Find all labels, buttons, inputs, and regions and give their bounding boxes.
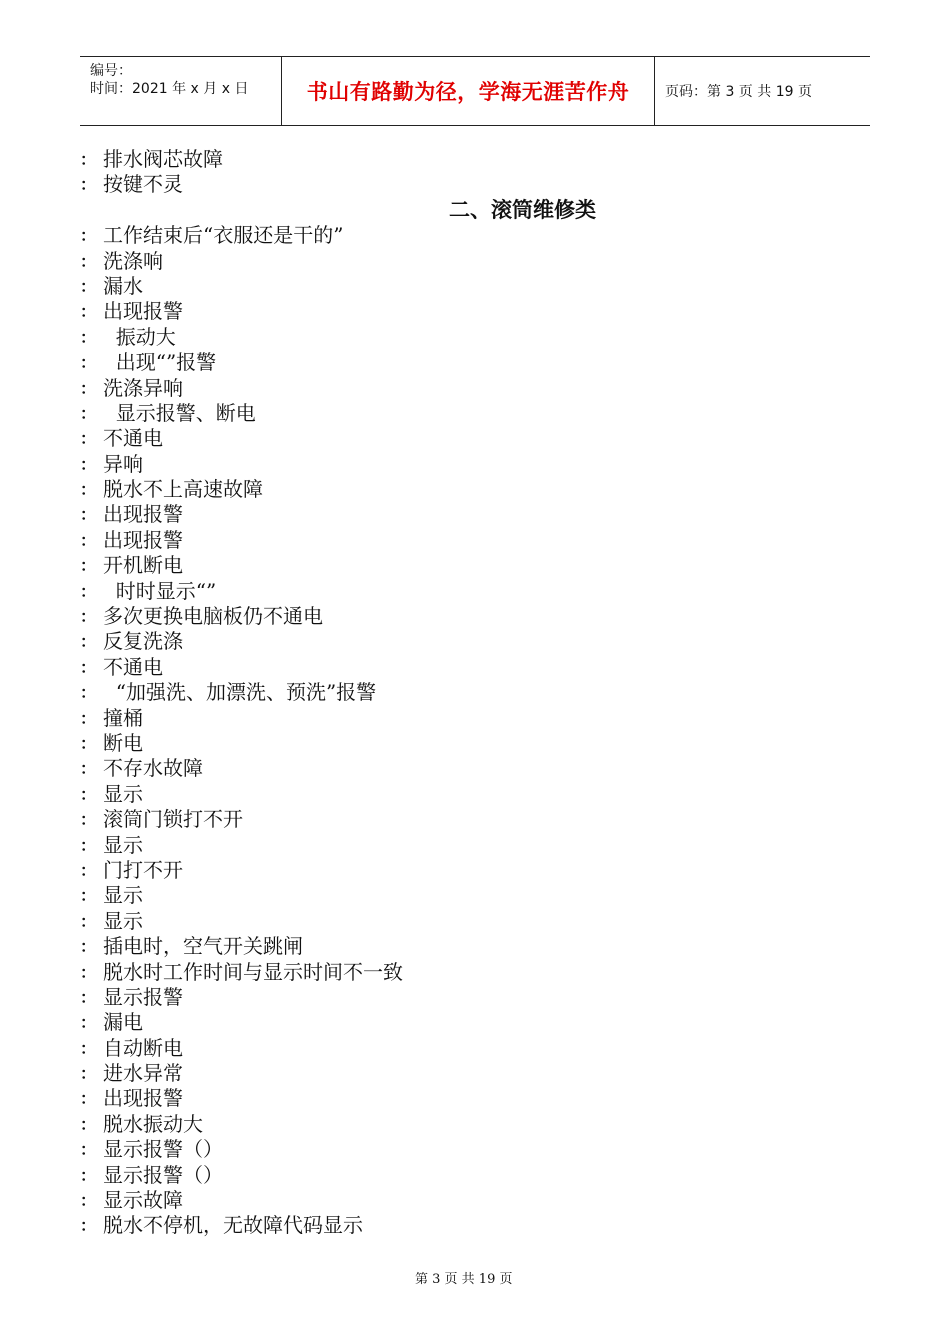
list-marker: ：	[80, 353, 97, 373]
list-marker: ：	[80, 1089, 97, 1109]
list-item-text: 脱水时工作时间与显示时间不一致	[103, 959, 403, 984]
list-item-text: 排水阀芯故障	[103, 147, 223, 171]
list-marker: ：	[80, 860, 97, 880]
list-item	[80, 553, 870, 578]
list-item-text: 不通电	[103, 426, 163, 451]
list-item-text: 断电	[103, 730, 143, 755]
list-item-text: 进水异常	[103, 1061, 183, 1086]
list-marker: ：	[80, 480, 97, 500]
list-item	[80, 909, 870, 934]
list-marker: ：	[80, 708, 97, 728]
list-item	[80, 629, 870, 654]
list-item-text: 工作结束后“衣服还是干的”	[103, 223, 344, 248]
list-item	[80, 274, 870, 299]
header-motto: 书山有路勤为径，学海无涯苦作舟	[281, 57, 655, 125]
list-marker: ：	[80, 759, 97, 779]
list-item	[80, 883, 870, 908]
header-meta	[80, 57, 281, 125]
list-item	[80, 1213, 870, 1238]
list-marker: ：	[80, 1191, 97, 1211]
list-item	[80, 706, 870, 731]
section-heading: 二、滚筒维修类	[449, 197, 596, 222]
list-marker: ：	[80, 1064, 97, 1084]
list-item	[80, 147, 870, 172]
list-item	[80, 1112, 870, 1137]
list-marker: ：	[80, 302, 97, 322]
list-item	[80, 858, 870, 883]
list-item-text: 显示报警、断电	[103, 400, 256, 425]
list-item-text: 按键不灵	[103, 172, 183, 197]
list-item	[80, 680, 870, 705]
fault-list	[80, 147, 870, 1239]
list-item-text: 开机断电	[103, 553, 183, 578]
list-marker: ：	[80, 1038, 97, 1058]
list-item	[80, 452, 870, 477]
list-item	[80, 299, 870, 324]
list-item-text: 显示	[103, 883, 143, 908]
list-item	[80, 528, 870, 553]
list-item	[80, 502, 870, 527]
list-marker: ：	[80, 733, 97, 753]
list-marker: ：	[80, 657, 97, 677]
list-item	[80, 756, 870, 781]
list-marker: ：	[80, 530, 97, 550]
page-footer: 第 3 页 共 19 页	[415, 1272, 513, 1287]
list-item	[80, 426, 870, 451]
list-item-text: 显示报警	[103, 984, 183, 1009]
list-marker: ：	[80, 962, 97, 982]
list-item-text: 振动大	[103, 324, 176, 349]
list-marker: ：	[80, 1114, 97, 1134]
list-item-text: 脱水振动大	[103, 1111, 203, 1136]
list-item	[80, 477, 870, 502]
document-header	[80, 56, 870, 126]
list-item	[80, 985, 870, 1010]
list-marker: ：	[80, 784, 97, 804]
list-item-text: 门打不开	[103, 857, 183, 882]
document-number-label: 编号：	[90, 63, 132, 79]
list-item	[80, 376, 870, 401]
list-marker: ：	[80, 1216, 97, 1236]
list-marker: ：	[80, 251, 97, 271]
list-marker: ：	[80, 175, 97, 195]
list-item	[80, 325, 870, 350]
list-marker: ：	[80, 835, 97, 855]
list-marker: ：	[80, 226, 97, 246]
list-item	[80, 1036, 870, 1061]
list-item-text: 显示	[103, 908, 143, 933]
list-item-text: 脱水不上高速故障	[103, 477, 263, 502]
list-item-text: 不存水故障	[103, 756, 203, 781]
list-item	[80, 807, 870, 832]
list-item-text: 出现报警	[103, 527, 183, 552]
list-marker: ：	[80, 937, 97, 957]
list-marker: ：	[80, 683, 97, 703]
list-item	[80, 1137, 870, 1162]
list-marker: ：	[80, 886, 97, 906]
list-item	[80, 1188, 870, 1213]
list-marker: ：	[80, 581, 97, 601]
list-item	[80, 350, 870, 375]
list-item-text: 洗涤异响	[103, 375, 183, 400]
list-marker: ：	[80, 276, 97, 296]
list-item	[80, 1163, 870, 1188]
list-marker: ：	[80, 810, 97, 830]
list-item-text: 漏电	[103, 1010, 143, 1035]
list-item	[80, 655, 870, 680]
list-item-text: 出现报警	[103, 502, 183, 527]
list-marker: ：	[80, 1165, 97, 1185]
list-item-text: 显示	[103, 781, 143, 806]
list-item-text: 异响	[103, 451, 143, 476]
list-item-text: 自动断电	[103, 1035, 183, 1060]
list-marker: ：	[80, 607, 97, 627]
list-marker: ：	[80, 556, 97, 576]
list-item	[80, 960, 870, 985]
list-marker: ：	[80, 1013, 97, 1033]
list-item	[80, 1086, 870, 1111]
list-item	[80, 401, 870, 426]
list-item-text: “加强洗、加漂洗、预洗”报警	[103, 680, 377, 705]
list-marker: ：	[80, 327, 97, 347]
list-item-text: 显示报警（）	[103, 1162, 223, 1187]
list-marker: ：	[80, 378, 97, 398]
list-item-text: 时时显示“”	[103, 578, 217, 603]
list-marker: ：	[80, 911, 97, 931]
list-item-text: 显示故障	[103, 1188, 183, 1213]
list-item	[80, 604, 870, 629]
list-item-text: 插电时，空气开关跳闸	[103, 934, 303, 959]
list-item	[80, 223, 870, 248]
list-item	[80, 172, 870, 197]
list-item	[80, 934, 870, 959]
list-item-text: 滚筒门锁打不开	[103, 807, 243, 832]
list-item	[80, 782, 870, 807]
list-item	[80, 579, 870, 604]
list-item-text: 出现报警	[103, 299, 183, 324]
document-time-label: 时间：2021 年 x 月 x 日	[90, 81, 249, 97]
list-marker: ：	[80, 429, 97, 449]
list-item-text: 出现报警	[103, 1086, 183, 1111]
list-item-text: 显示	[103, 832, 143, 857]
list-item	[80, 1061, 870, 1086]
list-item-text: 不通电	[103, 654, 163, 679]
list-item-text: 显示报警（）	[103, 1137, 223, 1162]
list-item-text: 多次更换电脑板仍不通电	[103, 604, 323, 629]
list-marker: ：	[80, 403, 97, 423]
list-item-text: 洗涤响	[103, 248, 163, 273]
header-page-info: 页码：第 3 页 共 19 页	[665, 84, 812, 100]
list-item-text: 脱水不停机，无故障代码显示	[103, 1213, 363, 1238]
list-item	[80, 249, 870, 274]
list-marker: ：	[80, 632, 97, 652]
list-marker: ：	[80, 454, 97, 474]
list-marker: ：	[80, 150, 97, 169]
list-marker: ：	[80, 987, 97, 1007]
list-item	[80, 1010, 870, 1035]
list-item-text: 出现“”报警	[103, 350, 217, 375]
list-item-text: 漏水	[103, 273, 143, 298]
list-item	[80, 833, 870, 858]
list-item-text: 反复洗涤	[103, 629, 183, 654]
list-marker: ：	[80, 1140, 97, 1160]
list-item-text: 撞桶	[103, 705, 143, 730]
list-item	[80, 731, 870, 756]
list-marker: ：	[80, 505, 97, 525]
